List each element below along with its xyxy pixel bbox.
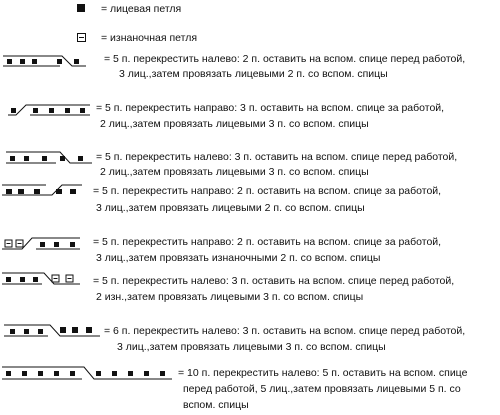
purl-stitch-symbol bbox=[77, 33, 86, 42]
cable-2-line-2: 2 лиц.,затем провязать лицевыми 3 п. со вспом. спицы bbox=[100, 118, 369, 130]
cable-2-line-1: = 5 п. перекрестить направо: 3 п. оставить на вспом. спице за работой, bbox=[96, 102, 445, 114]
cable-6-line-2: 2 изн.,затем провязать лицевыми 3 п. со вспом. спицы bbox=[96, 291, 364, 303]
cable-4-line-2: 3 лиц.,затем провязать лицевыми 2 п. со вспом. спицы bbox=[96, 202, 365, 214]
cable-symbol-2 bbox=[0, 100, 100, 122]
cable-3-line-1: = 5 п. перекрестить налево: 3 п. оставить на вспом. спице перед работой, bbox=[96, 151, 458, 163]
cable-7-line-2: 3 лиц.,затем провязать лицевыми 3 п. со вспом. спицы bbox=[117, 341, 386, 353]
cable-1-line-1: = 5 п. перекрестить налево: 2 п. оставить на вспом. спице перед работой, bbox=[104, 53, 466, 65]
cable-3-line-2: 2 лиц.,затем провязать лицевыми 3 п. со вспом. спицы bbox=[100, 166, 369, 178]
cable-8-line-1: = 10 п. перекрестить налево: 5 п. оставить на вспом. спице bbox=[178, 367, 468, 379]
cable-symbol-5 bbox=[0, 234, 100, 256]
cable-symbol-6 bbox=[0, 269, 100, 291]
cable-symbol-3 bbox=[0, 148, 100, 170]
cable-8-line-2: перед работой, 5 лиц.,затем провязать лицевыми 5 п. со bbox=[183, 383, 461, 395]
cable-8-line-3: вспом. спицы bbox=[183, 399, 249, 411]
cable-4-line-1: = 5 п. перекрестить направо: 2 п. оставить на вспом. спице за работой, bbox=[93, 185, 442, 197]
legend-knit-label: = лицевая петля bbox=[101, 3, 182, 15]
cable-symbol-1 bbox=[0, 52, 100, 72]
cable-1-line-2: 3 лиц.,затем провязать лицевыми 2 п. со вспом. спицы bbox=[119, 68, 388, 80]
legend-purl-label: = изнаночная петля bbox=[101, 32, 198, 44]
cable-5-line-1: = 5 п. перекрестить направо: 2 п. оставить на вспом. спице за работой, bbox=[93, 236, 442, 248]
knit-stitch-symbol bbox=[77, 4, 85, 12]
cable-7-line-1: = 6 п. перекрестить налево: 3 п. оставить на вспом. спице перед работой, bbox=[104, 325, 466, 337]
cable-symbol-7 bbox=[0, 321, 110, 343]
cable-symbol-4 bbox=[0, 181, 100, 203]
cable-5-line-2: 3 лиц.,затем провязать изнаночными 2 п. со вспом. спицы bbox=[96, 252, 381, 264]
cable-symbol-8 bbox=[0, 363, 180, 385]
cable-6-line-1: = 5 п. перекрестить налево: 3 п. оставить на вспом. спице перед работой, bbox=[93, 275, 455, 287]
